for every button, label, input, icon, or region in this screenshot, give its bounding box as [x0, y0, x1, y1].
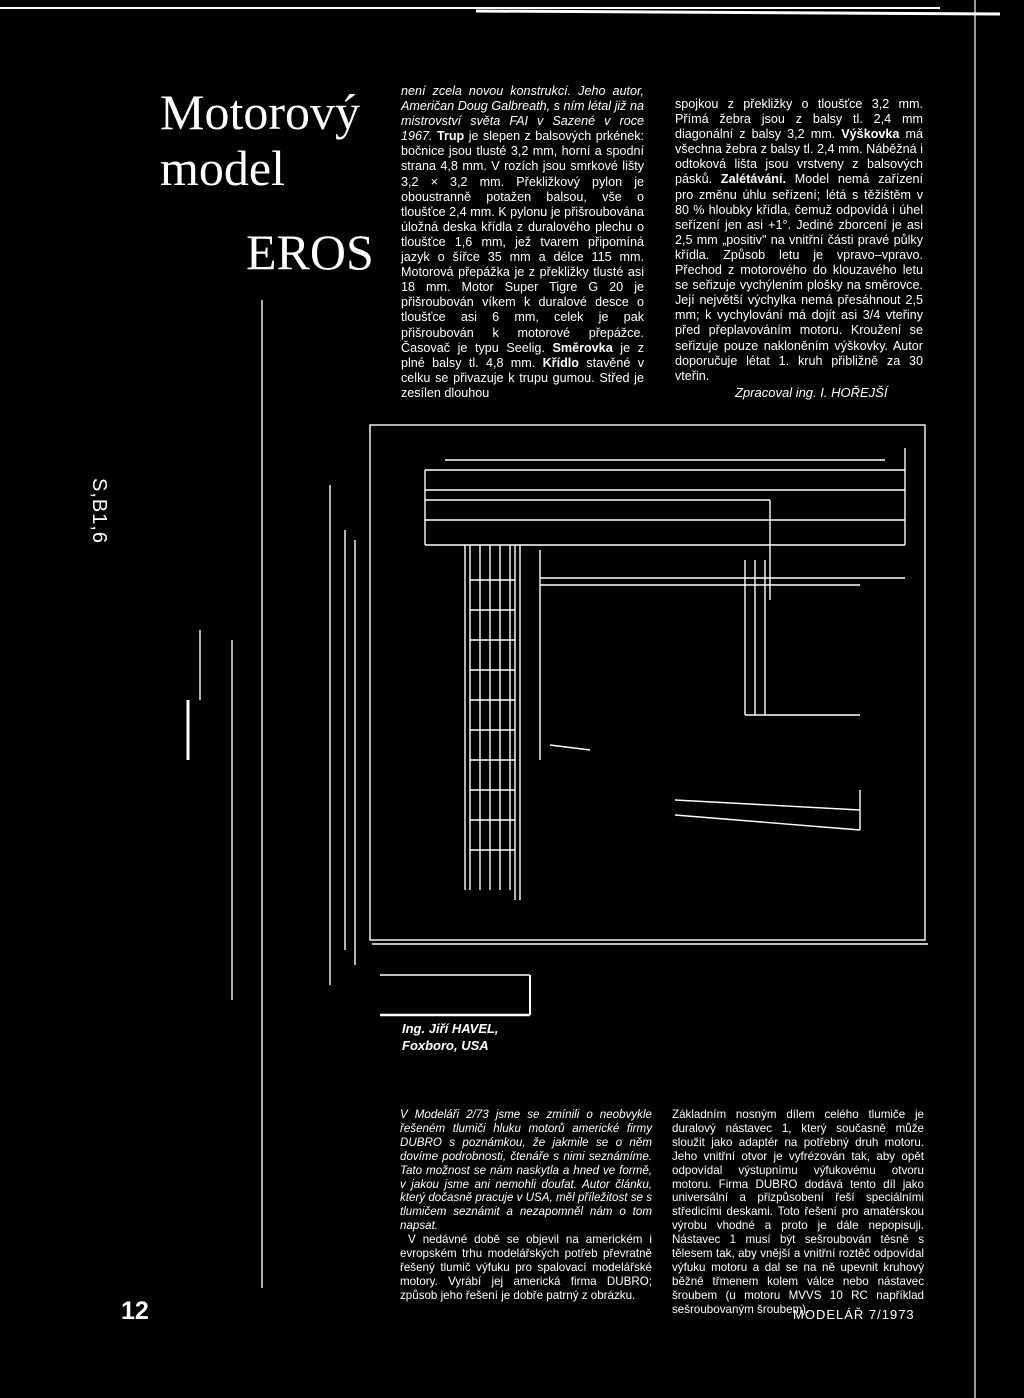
col2-text: spojkou z překližky o tloušťce 3,2 mm. Přímá žebra jsou z balsy tl. 2,4 mm diagonální z balsy 3,2 mm.	[675, 97, 923, 142]
article-column-2	[675, 97, 923, 384]
smerovka-text: je z plné balsy tl. 4,8 mm.	[401, 340, 644, 370]
smerovka-label: Směrovka	[552, 340, 613, 355]
zaletavani-label: Zalétávání.	[720, 172, 787, 187]
title-line-2: model	[160, 140, 285, 196]
article-intro: není zcela novou konstrukcí. Jeho autor, Američan Doug Galbreath, s ním létal již na mistrovství světa FAI v Sazené v roce 1967.	[401, 84, 644, 144]
kridlo-text: stavěné v celku se přivazuje k trupu gumou. Střed je zesílen dlouhou	[401, 355, 645, 400]
trup-text: je slepen z balsových prkének: bočnice jsou tlusté 3,2 mm, horní a spodní strana 4,8 mm. V rozích jsou smrkové lišty 3,2 × 3,2 mm. Překližkový pylon je oboustranně potažen balsou, vše o tloušťce 2,4 mm. K pylonu je přišroubována úložná deska křídla z duralového plechu o tloušťce 1,6 mm, jež tvarem připomíná jazyk o šířce 35 mm a délce 115 mm. Motorová přepážka je z překližky tlusté asi 18 mm. Motor Super Tigre G 20 je přišroubován víkem k duralové desce o tloušťce asi 6 mm, celek je pak přišroubován k motorové přepážce. Časovač je typu Seelig.	[401, 129, 645, 355]
bottom-column-2	[672, 1108, 924, 1317]
bottom-col2-text: Základním nosným dílem celého tlumiče je duralový nástavec 1, který současně může sloužit jako adaptér na potřebný druh motoru. Jeho vnitřní otvor je vyfrézován tak, aby opět odpovídal výstupnímu výfukovému otvoru motoru. Firma DUBRO dodává tento díl jako universální a přizpůsobení řeší speciálními středicími deskami. Toto řešení pro amatérskou výrobu vhodné a proto je dále nepopisuji. Nástavec 1 musí být sešroubován těsně s tělesem tak, aby vnější a vnitřní roztěč odpovídal výfuku motoru a dal se na ně upevnit kruhový běžně třmenem kolem válce nebo nástavec šroubem (u motoru MVVS 10 RC například sešroubovaným šroubem).	[672, 1108, 924, 1316]
side-label: S,B1,6	[88, 478, 110, 545]
title-line-3: EROS	[246, 224, 374, 280]
author-place: Foxboro, USA	[402, 1038, 489, 1053]
zaletavani-text: Model nemá zařízení pro změnu úhlu seřízení; létá s těžištěm v 80 % hloubky křídla, čemuž odpovídá i úhel seřízení jen asi +1°. Jediné zborcení je asi 2,5 mm „positiv" na vnitřní části pravé půlky křídla. Způsob letu je vpravo–vpravo. Přechod z motorového do klouzavého letu se seřizuje vychýlením plošky na směrovce. Její největší výchylka nemá přesáhnout 2,5 mm; k vychylování má dojít asi 3/4 vteřiny před přeplavováním motoru. Kroužení se seřizuje pouze nakloněním výškovky. Autor doporučuje létat 1. kruh přibližně za 30 vteřin.	[675, 172, 923, 383]
bottom-intro: V Modeláři 2/73 jsme se zmínili o neobvykle řešeném tlumiči hluku motorů americké firmy DUBRO s poznámkou, že jakmile se o něm dovíme podrobnosti, čtenáře s nimi seznámíme. Tato možnost se nám naskytla a hned ve formě, v jakou jsme ani nemohli doufat. Autor článku, který dočasně pracuje v USA, měl příležitost se s tlumičem seznámit a nezapomněl nám o tom napsat.	[400, 1108, 652, 1233]
page-number: 12	[121, 1297, 149, 1325]
credit: Zpracoval ing. I. HOŘEJŠÍ	[735, 385, 888, 400]
bottom-column-1	[400, 1108, 652, 1303]
article-column-1	[401, 84, 644, 401]
vyskovka-label: Výškovka	[841, 127, 900, 142]
trup-label: Trup	[436, 129, 465, 144]
vyskovka-text: má všechna žebra z balsy tl. 2,4 mm. Náběžná i odtoková lišta jsou vrstveny z balsových pásků.	[675, 127, 923, 187]
author-block	[402, 1020, 499, 1054]
title-line-1: Motorový	[160, 84, 360, 140]
kridlo-label: Křídlo	[542, 355, 579, 370]
bottom-col1-text: V nedávné době se objevil na americkém i evropském trhu modelářských potřeb převratně řešený tlumič výfuku pro spalovací modelářské motory. Vyrábí jej americká firma DUBRO; způsob jeho řešení je dobře patrný z obrázku.	[400, 1233, 652, 1302]
magazine-issue: MODELÁŘ 7/1973	[793, 1307, 915, 1322]
author-name: Ing. Jiří HAVEL,	[402, 1021, 499, 1036]
article-title	[160, 84, 380, 280]
